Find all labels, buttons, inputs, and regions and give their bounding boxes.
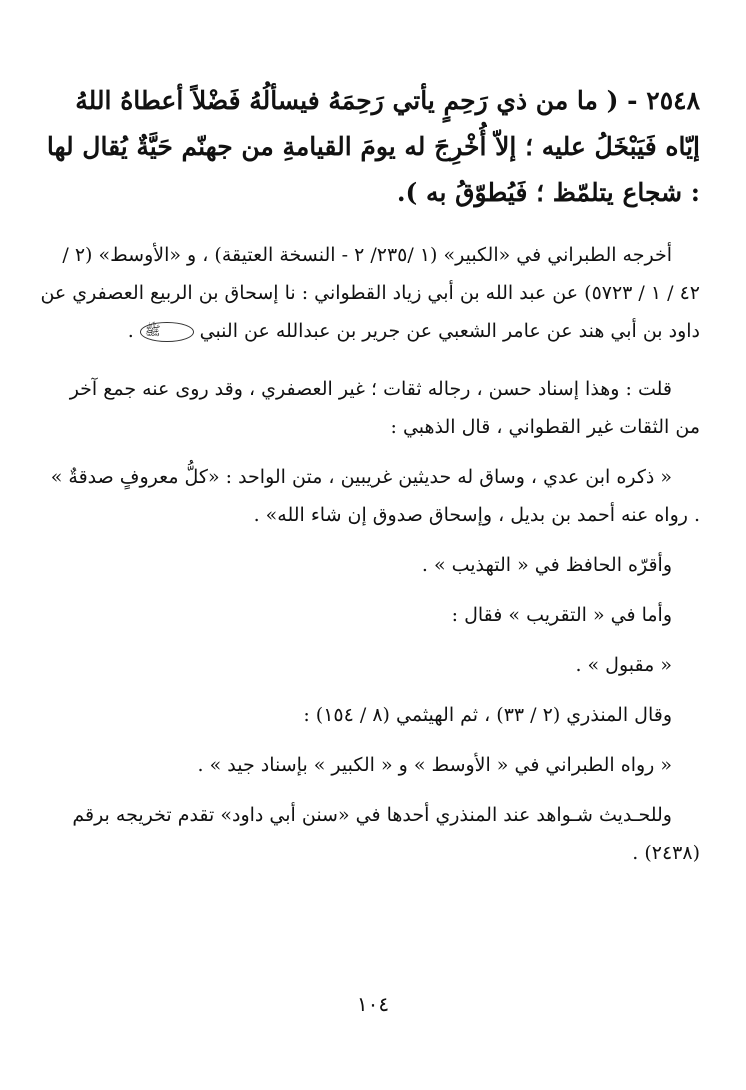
salutation-icon: ﷺ <box>140 322 194 342</box>
mundhiri-note: وقال المنذري (٢ / ٣٣) ، ثم الهيثمي (٨ / ١٥٤) : <box>303 704 672 726</box>
shawahid-note: وللحـديث شـواهد عند المنذري أحدها في «سنن أبي داود» تقدم تخريجه برقم (٢٤٣٨) . <box>72 804 700 864</box>
takhrij-end: . <box>127 320 134 342</box>
takhrij-paragraph <box>40 236 700 350</box>
page-number: ١٠٤ <box>356 992 390 1016</box>
quote-dhahabi: « ذكره ابن عدي ، وساق له حديثين غريبين ، متن الواحد : «كلُّ معروفٍ صدقةٌ » . رواه عنه أحمد بن بديل ، وإسحاق صدوق إن شاء الله» . <box>50 466 700 526</box>
taqrib-verdict: « مقبول » . <box>575 654 672 676</box>
commentary-paragraph: قلت : وهذا إسناد حسن ، رجاله ثقات ؛ غير العصفري ، وقد روى عنه جمع آخر من الثقات غير القطواني ، قال الذهبي : <box>69 378 700 438</box>
page-body <box>40 78 700 884</box>
taqrib-note: وأما في « التقريب » فقال : <box>451 604 672 626</box>
hadith-body: - ( ما من ذي رَحِمٍ يأتي رَحِمَهُ فيسألُهُ فَضْلاً أعطاهُ اللهُ إيّاه فَيَبْخَلُ عليه ؛ إلاّ أُخْرِجَ له يومَ القيامةِ من جهنّم حَيَّةٌ يُقال لها : شجاع يتلمّظ ؛ فَيُطوّقُ به ). <box>46 86 700 207</box>
mundhiri-quote: « رواه الطبراني في « الأوسط » و « الكبير » بإسناد جيد » . <box>197 754 672 776</box>
hadith-number: ٢٥٤٨ <box>646 86 700 115</box>
hadith-text <box>40 78 700 216</box>
takhrij-text: أخرجه الطبراني في «الكبير» (١ /٢٣٥/ ٢ - النسخة العتيقة) ، و «الأوسط» (٢ / ٤٢ / ١ / ٥٧٢٣) عن عبد الله بن أبي زياد القطواني : نا إسحاق بن الربيع العصفري عن داود بن أبي هند عن عامر الشعبي عن جرير بن عبدالله عن النبي <box>40 244 700 342</box>
tahdhib-note: وأقرّه الحافظ في « التهذيب » . <box>421 554 672 576</box>
